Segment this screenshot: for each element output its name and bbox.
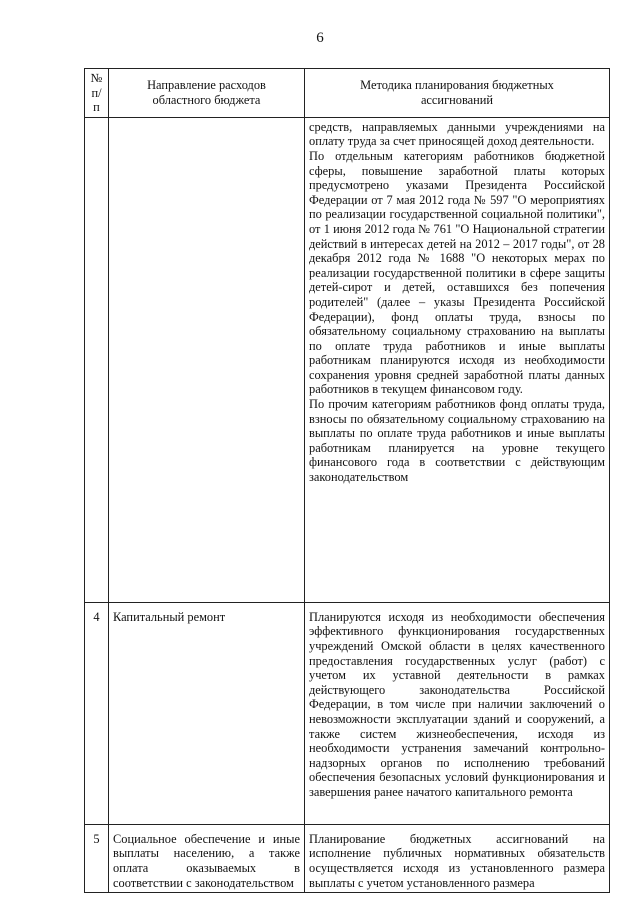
row-direction: Социальное обеспечение и иные выплаты населению, а также оплата оказываемых в соответствии с законодательством xyxy=(109,824,305,892)
method-paragraph: По отдельным категориям работников бюджетной сферы, повышение заработной платы которых предусмотрено указами Президента Российской Федерации от 7 мая 2012 года № 597 "О мероприятиях по реализации государственной социальной политики", от 1 июня 2012 года № 761 "О Национальной стратегии действий в интересах детей на 2012 – 2017 годы", от 28 декабря 2012 года № 1688 "О некоторых мерах по реализации государственной политики в сфере защиты детей-сирот и детей, оставшихся без попечения родителей" (далее – указы Президента Российской Федерации), фонд оплаты труда, взносы по обязательному социальному страхованию на выплаты по оплате труда работников и иные выплаты работникам планируются исходя из необходимости сохранения уровня средней заработной платы данных работников в текущем финансовом году. xyxy=(309,148,605,397)
header-method-line: Методика планирования бюджетных xyxy=(360,78,554,93)
method-paragraph: Планируются исходя из необходимости обеспечения эффективного функционирования государственных учреждений Омской области в целях качественного предоставления государственных услуг (работ) с учетом их уставной деятельности в рамках действующего законодательства Российской Федерации, в том числе при наличии заключений о невозможности эксплуатации зданий и сооружений, а также систем жизнеобеспечения, исходя из необходимости устранения замечаний контрольно-надзорных органов по исполнению требований обеспечения безопасных условий функционирования и завершения ранее начатого капитального ремонта xyxy=(309,609,605,799)
row-num xyxy=(85,117,109,602)
header-direction-line: областного бюджета xyxy=(152,92,261,107)
method-paragraph: средств, направляемых данными учреждениями на оплату труда за счет приносящей доход деятельности. xyxy=(309,119,605,149)
row-direction: Капитальный ремонт xyxy=(109,602,305,824)
table-row xyxy=(85,824,610,892)
row-num: 4 xyxy=(85,602,109,824)
table-row xyxy=(85,602,610,824)
method-paragraph: Планирование бюджетных ассигнований на исполнение публичных нормативных обязательств осуществляется исходя из установленного размера выплаты с учетом установленного размера xyxy=(309,831,605,890)
table-row xyxy=(85,117,610,602)
header-method-line: ассигнований xyxy=(420,92,494,107)
row-method xyxy=(305,602,610,824)
header-method xyxy=(305,69,610,118)
header-direction xyxy=(109,69,305,118)
row-direction xyxy=(109,117,305,602)
header-num-line: п/п xyxy=(91,85,102,115)
row-method xyxy=(305,117,610,602)
method-paragraph: По прочим категориям работников фонд оплаты труда, взносы по обязательному социальному страхованию на выплаты по оплате труда работников и иные выплаты работникам планируется на уровне текущего финансового года в соответствии с действующим законодательством xyxy=(309,397,605,485)
table-header-row xyxy=(85,69,610,118)
page-number: 6 xyxy=(316,30,324,46)
budget-methodology-table xyxy=(84,68,610,893)
row-num: 5 xyxy=(85,824,109,892)
row-method xyxy=(305,824,610,892)
header-direction-line: Направление расходов xyxy=(147,78,266,93)
header-num xyxy=(85,69,109,118)
header-num-line: № xyxy=(90,71,103,85)
